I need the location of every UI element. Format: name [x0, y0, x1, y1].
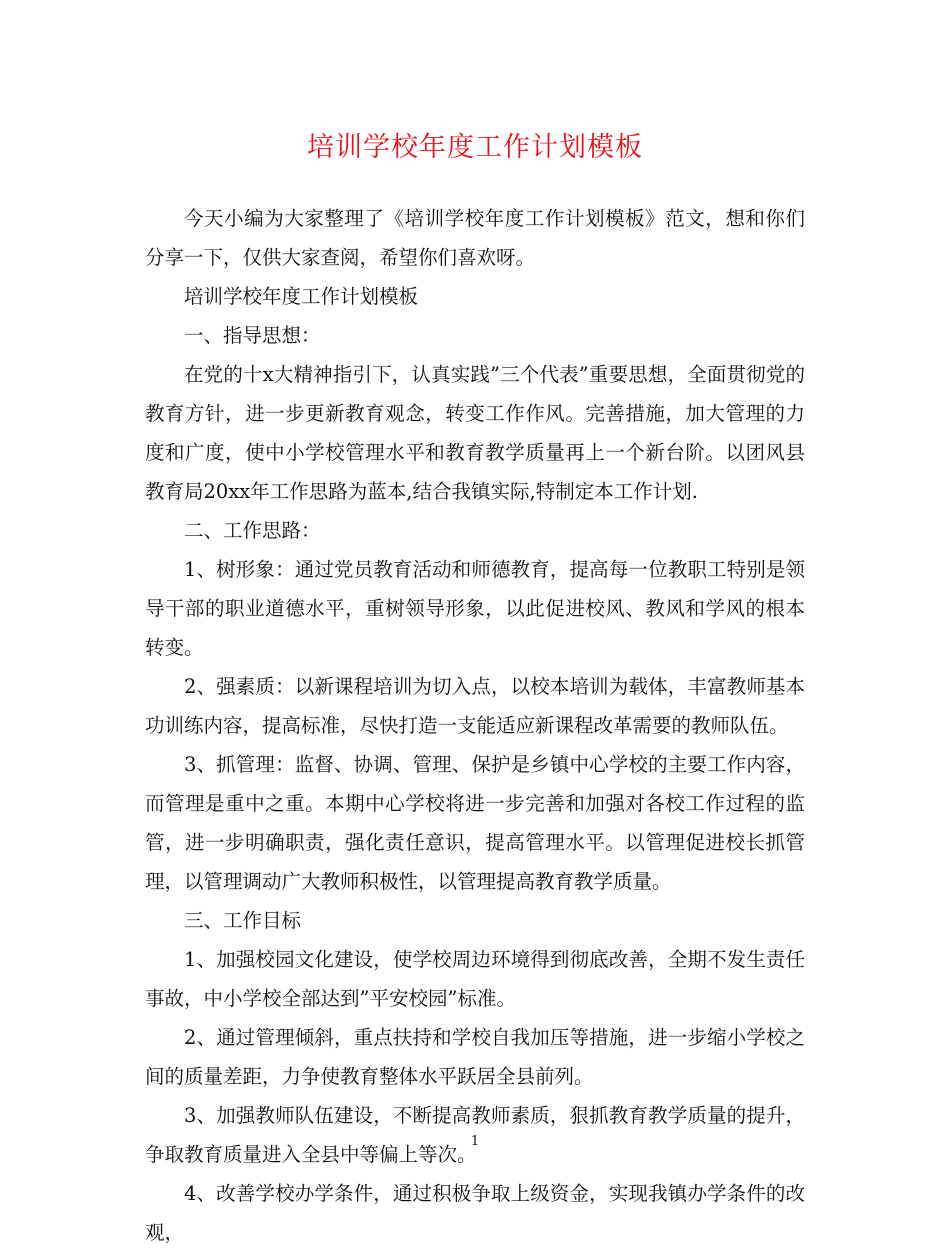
paragraph-work-goal-4: 4、改善学校办学条件，通过积极争取上级资金，实现我镇办学条件的改观， [145, 1182, 805, 1244]
heading-work-ideas: 二、工作思路： [184, 519, 321, 542]
heading-work-goals: 三、工作目标 [184, 909, 302, 932]
paragraph-intro: 今天小编为大家整理了《培训学校年度工作计划模板》范文，想和你们分享一下，仅供大家查阅，希望你们喜欢呀。 [145, 207, 805, 269]
paragraph-work-goal-1: 1、加强校园文化建设，使学校周边环境得到彻底改善，全期不发生责任事故，中小学校全部达到”平安校园”标准。 [145, 948, 805, 1010]
paragraph-work-goal-2: 2、通过管理倾斜，重点扶持和学校自我加压等措施，进一步缩小学校之间的质量差距，力争使教育整体水平跃居全县前列。 [145, 1026, 805, 1088]
document-body [145, 199, 805, 1252]
paragraph-work-goal-3: 3、加强教师队伍建设，不断提高教师素质，狠抓教育教学质量的提升，争取教育质量进入全县中等偏上等次。 [145, 1104, 805, 1166]
paragraph-guiding-ideology: 在党的十x大精神指引下，认真实践”三个代表”重要思想，全面贯彻党的教育方针，进一步更新教育观念，转变工作作风。完善措施，加大管理的力度和广度，使中小学校管理水平和教育教学质量再上一个新台阶。以团风县教育局20xx年工作思路为蓝本,结合我镇实际,特制定本工作计划. [145, 363, 805, 503]
heading-guiding-ideology: 一、指导思想： [184, 324, 321, 347]
paragraph-work-idea-2: 2、强素质：以新课程培训为切入点，以校本培训为载体，丰富教师基本功训练内容，提高标准，尽快打造一支能适应新课程改革需要的教师队伍。 [145, 675, 805, 737]
paragraph-subtitle: 培训学校年度工作计划模板 [184, 285, 419, 308]
page-number: 1 [470, 1134, 480, 1149]
paragraph-work-idea-1: 1、树形象：通过党员教育活动和师德教育，提高每一位教职工特别是领导干部的职业道德水平，重树领导形象，以此促进校风、教风和学风的根本转变。 [145, 558, 805, 659]
paragraph-work-idea-3: 3、抓管理：监督、协调、管理、保护是乡镇中心学校的主要工作内容，而管理是重中之重。本期中心学校将进一步完善和加强对各校工作过程的监管，进一步明确职责，强化责任意识，提高管理水平。以管理促进校长抓管理，以管理调动广大教师积极性，以管理提高教育教学质量。 [145, 753, 805, 893]
document-title: 培训学校年度工作计划模板 [307, 132, 643, 163]
